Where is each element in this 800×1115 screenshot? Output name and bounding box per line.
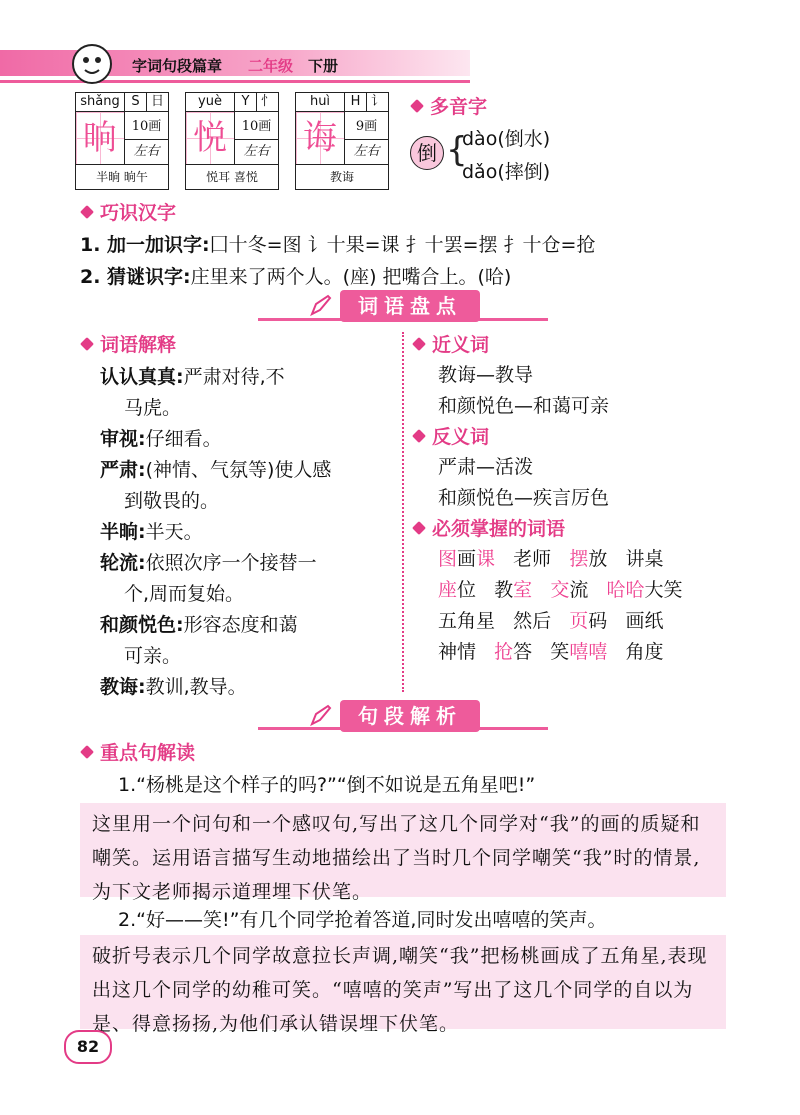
- word-rest: 画: [457, 548, 477, 570]
- explain-item: [100, 455, 400, 486]
- polyphone-reading-2: dǎo(摔倒): [462, 161, 551, 183]
- explain-term: 半晌:: [100, 521, 146, 543]
- explain-def: 严肃对待,不: [183, 366, 285, 388]
- mustknow-row: [438, 544, 768, 575]
- synonym-line-2: 和颜悦色—和蔼可亲: [438, 395, 610, 417]
- card-character: 诲: [296, 112, 345, 165]
- card-words: 半晌 晌午: [96, 170, 148, 184]
- diamond-icon: [412, 521, 426, 535]
- section-banner-words: 词语盘点: [340, 290, 480, 322]
- explain-heading: [80, 330, 176, 357]
- polyphone-heading: [410, 92, 487, 119]
- recognize-line-1-text: 囗十冬=图 讠十果=课 扌十罢=摆 扌十仓=抢: [209, 234, 596, 256]
- analysis-note-1: 这里用一个问句和一个感叹句,写出了这几个同学对“我”的画的质疑和嘲笑。运用语言描写生动地描绘出了当时几个同学嘲笑“我”时的情景,为下文老师揭示道理埋下伏笔。: [80, 803, 726, 897]
- card-radical: 日: [147, 93, 168, 112]
- page-number: 82: [64, 1030, 112, 1064]
- card-radical: 讠: [367, 93, 388, 112]
- explain-term: 轮流:: [100, 552, 146, 574]
- word-rest: 答: [513, 641, 533, 663]
- analysis-sentence-1: 1.“杨桃是这个样子的吗?”“倒不如说是五角星吧!”: [118, 774, 536, 796]
- word-rest: 然后: [513, 610, 552, 632]
- synonym-line-1: 教诲—教导: [438, 364, 534, 386]
- char-card: [185, 92, 279, 190]
- word-rest: 教: [494, 579, 514, 601]
- char-card: [295, 92, 389, 190]
- word-rest: 神情: [438, 641, 477, 663]
- diamond-icon: [80, 205, 94, 219]
- word-rest: 流: [569, 579, 589, 601]
- card-character: 晌: [76, 112, 125, 165]
- analysis-heading: [80, 738, 195, 765]
- antonym-line-2: 和颜悦色—疾言厉色: [438, 487, 610, 509]
- explain-item: [100, 548, 400, 579]
- diamond-icon: [410, 99, 424, 113]
- header-underline: [0, 80, 470, 83]
- card-strokes: 9画: [345, 115, 388, 140]
- card-words: 悦耳 喜悦: [206, 170, 258, 184]
- pencil-icon: [308, 292, 334, 318]
- column-divider: [402, 332, 404, 692]
- explain-item: [100, 517, 400, 548]
- word-highlight: 室: [513, 579, 533, 601]
- mustknow-row: [438, 575, 768, 606]
- char-card: [75, 92, 169, 190]
- word-highlight: 摆: [569, 548, 589, 570]
- word-rest: 老师: [513, 548, 552, 570]
- mustknow-heading: [412, 514, 565, 541]
- card-structure: 左右: [125, 140, 168, 165]
- antonym-heading-text: 反义词: [432, 426, 490, 448]
- polyphone-heading-text: 多音字: [430, 96, 488, 118]
- synonym-heading: [412, 330, 489, 357]
- explain-def: 教训,教导。: [145, 676, 247, 698]
- word-highlight: 课: [476, 548, 496, 570]
- word-rest: 位: [457, 579, 477, 601]
- explain-def: (神情、气氛等)使人感: [145, 459, 332, 481]
- word-highlight: 交: [550, 579, 570, 601]
- brace-icon: {: [446, 130, 468, 170]
- antonym-heading: [412, 422, 489, 449]
- explain-def: 依照次序一个接替一: [145, 552, 317, 574]
- explain-def-cont: 到敬畏的。: [124, 490, 220, 512]
- polyphone-char: 倒: [410, 136, 444, 170]
- diamond-icon: [412, 429, 426, 443]
- explain-term: 教诲:: [100, 676, 146, 698]
- word-rest: 大笑: [644, 579, 683, 601]
- card-pinyin: shǎng: [76, 93, 125, 112]
- explain-term: 认认真真:: [100, 366, 184, 388]
- word-highlight: 座: [438, 579, 458, 601]
- pencil-icon: [308, 702, 334, 728]
- word-rest: 五角星: [438, 610, 496, 632]
- analysis-note-2: 破折号表示几个同学故意拉长声调,嘲笑“我”把杨桃画成了五角星,表现出这几个同学的幼稚可笑。“嘻嘻的笑声”写出了这几个同学的自以为是、得意扬扬,为他们承认错误埋下伏笔。: [80, 935, 726, 1029]
- mustknow-heading-text: 必须掌握的词语: [432, 518, 566, 540]
- card-strokes: 10画: [125, 115, 168, 140]
- card-structure: 左右: [235, 140, 278, 165]
- word-rest: 角度: [625, 641, 664, 663]
- card-pinyin: huì: [296, 93, 345, 112]
- recognize-line-1-label: 1. 加一加识字:: [80, 234, 210, 256]
- card-initial: Y: [235, 93, 257, 112]
- mustknow-words: [438, 544, 768, 668]
- recognize-heading-text: 巧识汉字: [100, 202, 177, 224]
- explain-item: [100, 362, 400, 393]
- explain-item: [100, 672, 400, 703]
- explain-term: 严肃:: [100, 459, 146, 481]
- analysis-heading-text: 重点句解读: [100, 742, 196, 764]
- diamond-icon: [412, 337, 426, 351]
- explain-term: 和颜悦色:: [100, 614, 184, 636]
- card-initial: H: [345, 93, 367, 112]
- card-strokes: 10画: [235, 115, 278, 140]
- explain-def: 仔细看。: [145, 428, 222, 450]
- header-bar: [0, 50, 470, 76]
- header-title: 字词句段篇章: [132, 57, 223, 75]
- section-banner-sentences: 句段解析: [340, 700, 480, 732]
- card-pinyin: yuè: [186, 93, 235, 112]
- explain-def-cont: 个,周而复始。: [124, 583, 245, 605]
- mustknow-row: [438, 637, 768, 668]
- synonym-heading-text: 近义词: [432, 334, 490, 356]
- explain-def-cont: 马虎。: [124, 397, 182, 419]
- header-volume: 下册: [308, 57, 339, 75]
- card-structure: 左右: [345, 140, 388, 165]
- antonym-line-1: 严肃—活泼: [438, 456, 534, 478]
- word-highlight: 抢: [494, 641, 514, 663]
- analysis-sentence-2: 2.“好——笑!”有几个同学抢着答道,同时发出嘻嘻的笑声。: [118, 909, 607, 931]
- card-radical: 忄: [257, 93, 278, 112]
- card-words: 教诲: [329, 170, 354, 184]
- explain-list: [100, 362, 400, 703]
- explain-item: [100, 424, 400, 455]
- card-character: 悦: [186, 112, 235, 165]
- diamond-icon: [80, 745, 94, 759]
- explain-heading-text: 词语解释: [100, 334, 177, 356]
- recognize-line-2-text: 庄里来了两个人。(座) 把嘴合上。(哈): [190, 266, 512, 288]
- word-highlight: 嘻嘻: [569, 641, 608, 663]
- diamond-icon: [80, 337, 94, 351]
- polyphone-reading-1: dào(倒水): [462, 128, 551, 150]
- explain-term: 审视:: [100, 428, 146, 450]
- word-highlight: 图: [438, 548, 458, 570]
- explain-def: 半天。: [145, 521, 203, 543]
- word-rest: 笑: [550, 641, 570, 663]
- mascot-icon: [72, 44, 112, 84]
- word-highlight: 哈哈: [606, 579, 645, 601]
- recognize-line-2: [80, 262, 511, 289]
- explain-item: [100, 610, 400, 641]
- header-grade: 二年级: [248, 57, 294, 75]
- word-rest: 讲桌: [625, 548, 664, 570]
- mustknow-row: [438, 606, 768, 637]
- recognize-line-1: [80, 230, 595, 257]
- word-rest: 放: [588, 548, 608, 570]
- explain-def: 形容态度和蔼: [183, 614, 298, 636]
- explain-def-cont: 可亲。: [124, 645, 182, 667]
- card-initial: S: [125, 93, 147, 112]
- word-rest: 画纸: [625, 610, 664, 632]
- recognize-line-2-label: 2. 猜谜识字:: [80, 266, 191, 288]
- recognize-heading: [80, 198, 176, 225]
- word-highlight: 页: [569, 610, 589, 632]
- word-rest: 码: [588, 610, 608, 632]
